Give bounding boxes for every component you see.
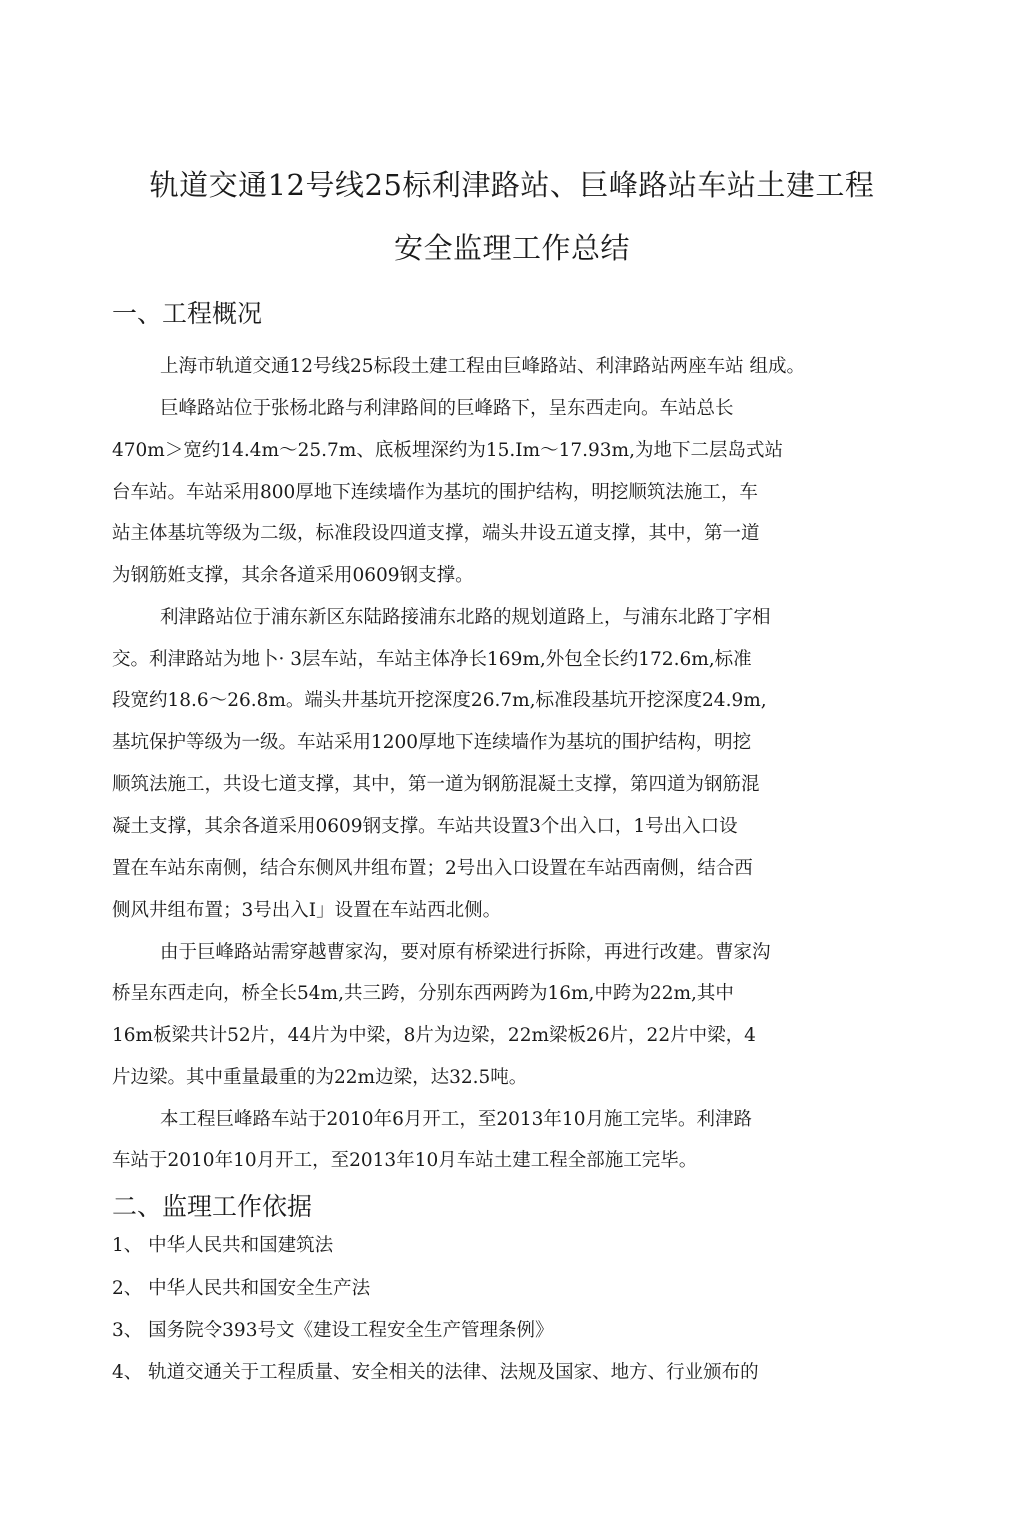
- paragraph-line: 置在车站东南侧，结合东侧风井组布置；2号出入口设置在车站西南侧，结合西: [112, 858, 753, 879]
- basis-list-item: 1、 中华人民共和国建筑法: [112, 1235, 334, 1256]
- paragraph-line: 交。利津路站为地卜· 3层车站，车站主体净长169m,外包全长约172.6m,标准: [112, 649, 752, 670]
- paragraph-line: 为钢筋姙支撑，其余各道采用0609钢支撑。: [112, 565, 474, 586]
- document-title-line2: 安全监理工作总结: [393, 231, 630, 265]
- basis-list-item: 3、 国务院令393号文《建设工程安全生产管理条例》: [112, 1320, 554, 1341]
- paragraph-line: 片边梁。其中重量最重的为22m边梁，达32.5吨。: [112, 1067, 528, 1088]
- paragraph-line: 上海市轨道交通12号线25标段土建工程由巨峰路站、利津路站两座车站 组成。: [160, 356, 805, 377]
- paragraph-line: 基坑保护等级为一级。车站采用1200厚地下连续墙作为基坑的围护结构，明挖: [112, 732, 752, 753]
- paragraph-line: 站主体基坑等级为二级，标准段设四道支撑，端头井设五道支撑，其中，第一道: [112, 523, 760, 544]
- paragraph-line: 凝土支撑，其余各道采用0609钢支撑。车站共设置3个出入口，1号出入口设: [112, 816, 738, 837]
- paragraph-line: 台车站。车站采用800厚地下连续墙作为基坑的围护结构，明挖顺筑法施工，车: [112, 482, 758, 503]
- paragraph-line: 本工程巨峰路车站于2010年6月开工，至2013年10月施工完毕。利津路: [160, 1109, 752, 1130]
- section1-heading: 一、工程概况: [112, 299, 263, 328]
- paragraph-line: 桥呈东西走向，桥全长54m,共三跨，分别东西两跨为16m,中跨为22m,其中: [112, 983, 734, 1004]
- paragraph-line: 470m＞宽约14.4m～25.7m、底板埋深约为15.Im～17.93m,为地下二层岛式站: [112, 440, 783, 461]
- basis-list-item: 4、 轨道交通关于工程质量、安全相关的法律、法规及国家、地方、行业颁布的: [112, 1362, 759, 1383]
- paragraph-line: 由于巨峰路站需穿越曹家沟，要对原有桥梁进行拆除，再进行改建。曹家沟: [160, 942, 771, 963]
- paragraph-line: 车站于2010年10月开工，至2013年10月车站土建工程全部施工完毕。: [112, 1150, 698, 1171]
- paragraph-line: 顺筑法施工，共设七道支撑，其中，第一道为钢筋混凝土支撑，第四道为钢筋混: [112, 774, 760, 795]
- paragraph-line: 侧风井组布置；3号出入I」设置在车站西北侧。: [112, 900, 502, 921]
- paragraph-line: 段宽约18.6～26.8m。端头井基坑开挖深度26.7m,标准段基坑开挖深度24.9m,: [112, 690, 767, 711]
- basis-list-item: 2、 中华人民共和国安全生产法: [112, 1278, 371, 1299]
- paragraph-line: 16m板梁共计52片，44片为中梁，8片为边梁，22m梁板26片，22片中梁，4: [112, 1025, 756, 1046]
- paragraph-line: 巨峰路站位于张杨北路与利津路间的巨峰路下，呈东西走向。车站总长: [160, 398, 734, 419]
- document-title-line1: 轨道交通12号线25标利津路站、巨峰路站车站土建工程: [149, 168, 875, 202]
- paragraph-line: 利津路站位于浦东新区东陆路接浦东北路的规划道路上，与浦东北路丁字相: [160, 607, 771, 628]
- section2-heading: 二、监理工作依据: [112, 1192, 313, 1221]
